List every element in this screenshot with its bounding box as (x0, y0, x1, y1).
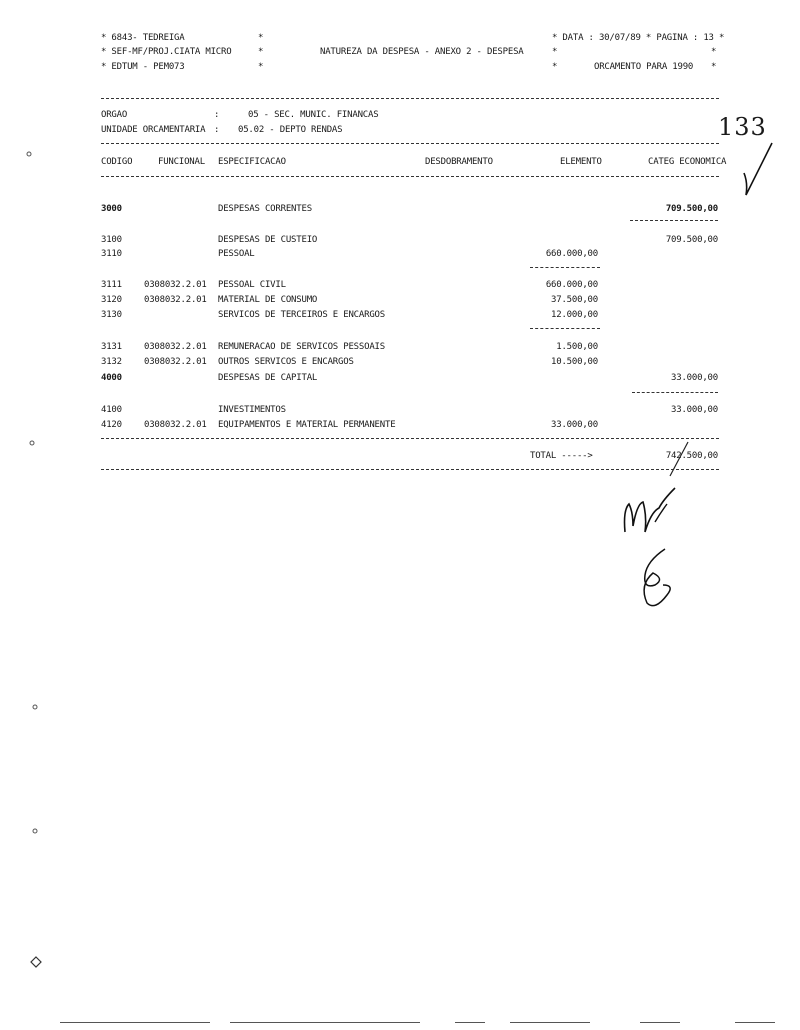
divider (101, 469, 719, 470)
budget-year: ORCAMENTO PARA 1990 (594, 62, 694, 72)
subtotal-rule (632, 392, 718, 393)
page-stamp-check-icon (732, 135, 782, 205)
subtotal-rule (530, 328, 600, 329)
row-especificacao: DESPESAS CORRENTES (218, 204, 312, 214)
unidade-value: 05.02 - DEPTO RENDAS (238, 125, 343, 135)
row-categ: 33.000,00 (671, 373, 718, 383)
divider (101, 438, 719, 439)
row-categ: 33.000,00 (671, 405, 718, 415)
row-elemento: 660.000,00 (545, 249, 598, 259)
unidade-colon: : (214, 125, 220, 135)
col-elemento: ELEMENTO (560, 157, 602, 167)
report-title: NATUREZA DA DESPESA - ANEXO 2 - DESPESA (320, 47, 524, 57)
row-elemento: 10.500,00 (551, 357, 598, 367)
row-funcional: 0308032.2.01 (144, 280, 207, 290)
col-codigo: CODIGO (101, 157, 133, 167)
row-elemento: 37.500,00 (551, 295, 598, 305)
signature-initials-mark (615, 482, 695, 542)
margin-speck-icon (30, 702, 40, 712)
row-categ: 709.500,00 (665, 204, 718, 214)
row-funcional: 0308032.2.01 (144, 295, 207, 305)
divider (101, 143, 719, 144)
row-especificacao: SERVICOS DE TERCEIROS E ENCARGOS (218, 310, 385, 320)
row-codigo: 3000 (101, 204, 122, 214)
scan-edge (60, 1022, 210, 1023)
row-especificacao: DESPESAS DE CUSTEIO (218, 235, 318, 245)
col-desdobramento: DESDOBRAMENTO (425, 157, 493, 167)
orgao-colon: : (214, 110, 220, 120)
subtotal-rule (530, 267, 600, 268)
header-left-line-1: * 6843- TEDREIGA (101, 33, 185, 43)
margin-speck-icon (24, 149, 34, 159)
row-especificacao: PESSOAL CIVIL (218, 280, 286, 290)
row-elemento: 12.000,00 (551, 310, 598, 320)
scan-edge (455, 1022, 485, 1023)
header-star: * (258, 47, 264, 57)
row-codigo: 3111 (101, 280, 122, 290)
row-funcional: 0308032.2.01 (144, 342, 207, 352)
col-funcional: FUNCIONAL (158, 157, 205, 167)
row-especificacao: EQUIPAMENTOS E MATERIAL PERMANENTE (218, 420, 396, 430)
row-especificacao: DESPESAS DE CAPITAL (218, 373, 318, 383)
scan-edge (735, 1022, 775, 1023)
col-categ-economica: CATEG ECONOMICA (648, 157, 727, 167)
row-especificacao: MATERIAL DE CONSUMO (218, 295, 318, 305)
row-elemento: 660.000,00 (545, 280, 598, 290)
row-codigo: 3110 (101, 249, 122, 259)
row-especificacao: INVESTIMENTOS (218, 405, 286, 415)
date-page-line: * DATA : 30/07/89 * PAGINA : 13 * (552, 33, 725, 43)
row-funcional: 0308032.2.01 (144, 420, 207, 430)
row-codigo: 4000 (101, 373, 122, 383)
row-elemento: 1.500,00 (556, 342, 598, 352)
header-star: * (711, 62, 717, 72)
header-star: * (258, 62, 264, 72)
row-codigo: 4120 (101, 420, 122, 430)
unidade-label: UNIDADE ORCAMENTARIA (101, 125, 206, 135)
total-check-icon (666, 440, 696, 480)
scan-edge (230, 1022, 420, 1023)
margin-speck-icon (27, 438, 37, 448)
header-left-line-2: * SEF-MF/PROJ.CIATA MICRO (101, 47, 232, 57)
row-codigo: 3130 (101, 310, 122, 320)
subtotal-rule (630, 220, 718, 221)
row-elemento: 33.000,00 (551, 420, 598, 430)
orgao-value: 05 - SEC. MUNIC. FINANCAS (248, 110, 379, 120)
row-especificacao: REMUNERACAO DE SERVICOS PESSOAIS (218, 342, 385, 352)
scan-edge (640, 1022, 680, 1023)
row-categ: 709.500,00 (665, 235, 718, 245)
header-left-line-3: * EDTUM - PEM073 (101, 62, 185, 72)
page-stamp-number: 133 (718, 113, 767, 141)
row-funcional: 0308032.2.01 (144, 357, 207, 367)
row-codigo: 3120 (101, 295, 122, 305)
signature-rubric-mark (625, 545, 685, 615)
row-especificacao: OUTROS SERVICOS E ENCARGOS (218, 357, 354, 367)
header-star: * (552, 47, 558, 57)
row-especificacao: PESSOAL (218, 249, 255, 259)
scan-edge (510, 1022, 590, 1023)
divider (101, 98, 719, 99)
header-star: * (258, 33, 264, 43)
margin-speck-icon (30, 826, 40, 836)
col-especificacao: ESPECIFICACAO (218, 157, 286, 167)
margin-speck-icon (30, 956, 42, 968)
orgao-label: ORGAO (101, 110, 128, 120)
header-star: * (552, 62, 558, 72)
row-codigo: 3132 (101, 357, 122, 367)
row-codigo: 4100 (101, 405, 122, 415)
total-label: TOTAL -----> (530, 451, 593, 461)
row-codigo: 3100 (101, 235, 122, 245)
total-value: 742.500,00 (665, 451, 718, 461)
header-star: * (711, 47, 717, 57)
divider (101, 176, 719, 177)
row-codigo: 3131 (101, 342, 122, 352)
